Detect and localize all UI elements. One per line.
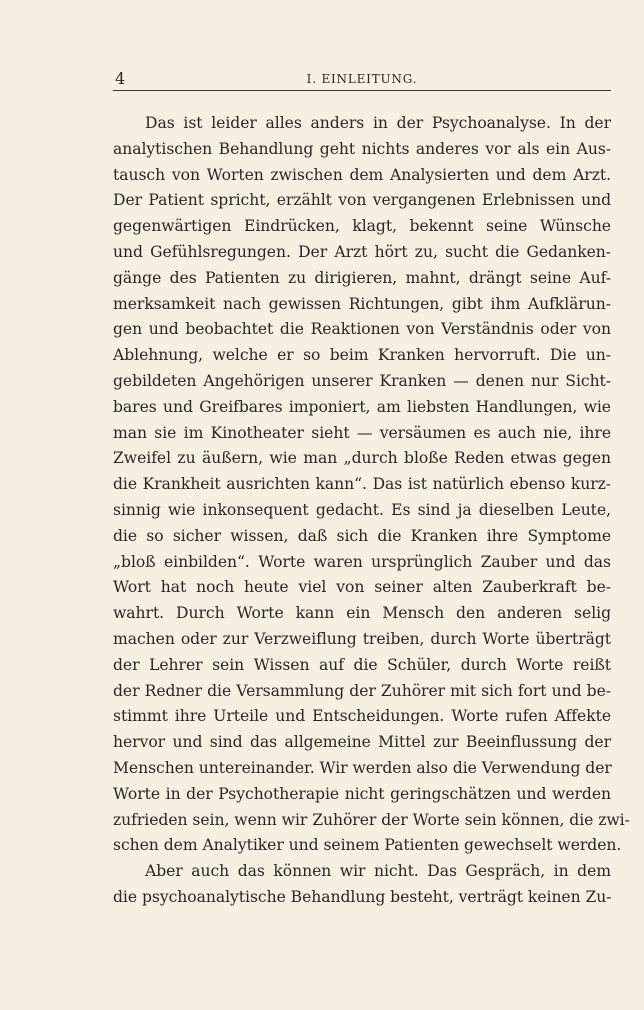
text-line: wahrt. Durch Worte kann ein Mensch den anderen selig <box>113 604 611 623</box>
text-line: hervor und sind das allgemeine Mittel zur Beeinflussung der <box>113 733 611 752</box>
text-line: gen und beobachtet die Reaktionen von Verständnis oder von <box>113 320 611 339</box>
text-line: bares und Greifbares imponiert, am liebsten Handlungen, wie <box>113 397 611 416</box>
text-line: gänge des Patienten zu dirigieren, mahnt, drängt seine Auf- <box>113 268 611 287</box>
text-line: Wort hat noch heute viel von seiner alten Zauberkraft be- <box>113 578 611 597</box>
page-number: 4 <box>115 69 126 88</box>
text-line: der Lehrer sein Wissen auf die Schüler, durch Worte reißt <box>113 655 611 674</box>
text-line: stimmt ihre Urteile und Entscheidungen. Worte rufen Affekte <box>113 707 611 726</box>
text-line: „bloß einbilden“. Worte waren ursprünglich Zauber und das <box>113 552 611 571</box>
text-line: Ablehnung, welche er so beim Kranken hervorruft. Die un- <box>113 346 611 365</box>
text-line: Menschen untereinander. Wir werden also die Verwendung der <box>113 758 612 777</box>
text-line: Der Patient spricht, erzählt von vergangenen Erlebnissen und <box>113 191 611 210</box>
text-line: man sie im Kinotheater sieht — versäumen es auch nie, ihre <box>113 423 611 442</box>
text-line: der Redner die Versammlung der Zuhörer mit sich fort und be- <box>113 681 611 700</box>
body-text <box>113 111 630 911</box>
text-line: machen oder zur Verzweiflung treiben, durch Worte überträgt <box>113 629 611 648</box>
text-line: Aber auch das können wir nicht. Das Gespräch, in dem <box>145 862 611 881</box>
text-line: gegenwärtigen Eindrücken, klagt, bekennt seine Wünsche <box>113 217 611 236</box>
text-line: die psychoanalytische Behandlung besteht, verträgt keinen Zu- <box>113 887 612 906</box>
text-line: zufrieden sein, wenn wir Zuhörer der Worte sein können, die zwi- <box>113 810 630 829</box>
text-line: gebildeten Angehörigen unserer Kranken — denen nur Sicht- <box>113 371 611 390</box>
page-header <box>113 69 611 91</box>
text-line: Das ist leider alles anders in der Psychoanalyse. In der <box>145 114 611 132</box>
text-line: sinnig wie inkonsequent gedacht. Es sind ja dieselben Leute, <box>113 500 611 519</box>
text-line: und Gefühlsregungen. Der Arzt hört zu, sucht die Gedanken- <box>113 242 611 261</box>
text-line: Worte in der Psychotherapie nicht geringschätzen und werden <box>113 784 611 803</box>
text-line: schen dem Analytiker und seinem Patienten gewechselt werden. <box>113 836 622 855</box>
running-head: I. EINLEITUNG. <box>306 72 418 86</box>
header-rule <box>113 90 611 91</box>
text-line: merksamkeit nach gewissen Richtungen, gibt ihm Aufklärun- <box>113 294 611 313</box>
text-line: Zweifel zu äußern, wie man „durch bloße Reden etwas gegen <box>113 449 611 468</box>
text-line: tausch von Worten zwischen dem Analysierten und dem Arzt. <box>113 165 611 184</box>
text-line: die Krankheit ausrichten kann“. Das ist natürlich ebenso kurz- <box>113 475 611 494</box>
text-line: die so sicher wissen, daß sich die Kranken ihre Symptome <box>113 526 611 545</box>
text-line: analytischen Behandlung geht nichts anderes vor als ein Aus- <box>113 139 611 158</box>
